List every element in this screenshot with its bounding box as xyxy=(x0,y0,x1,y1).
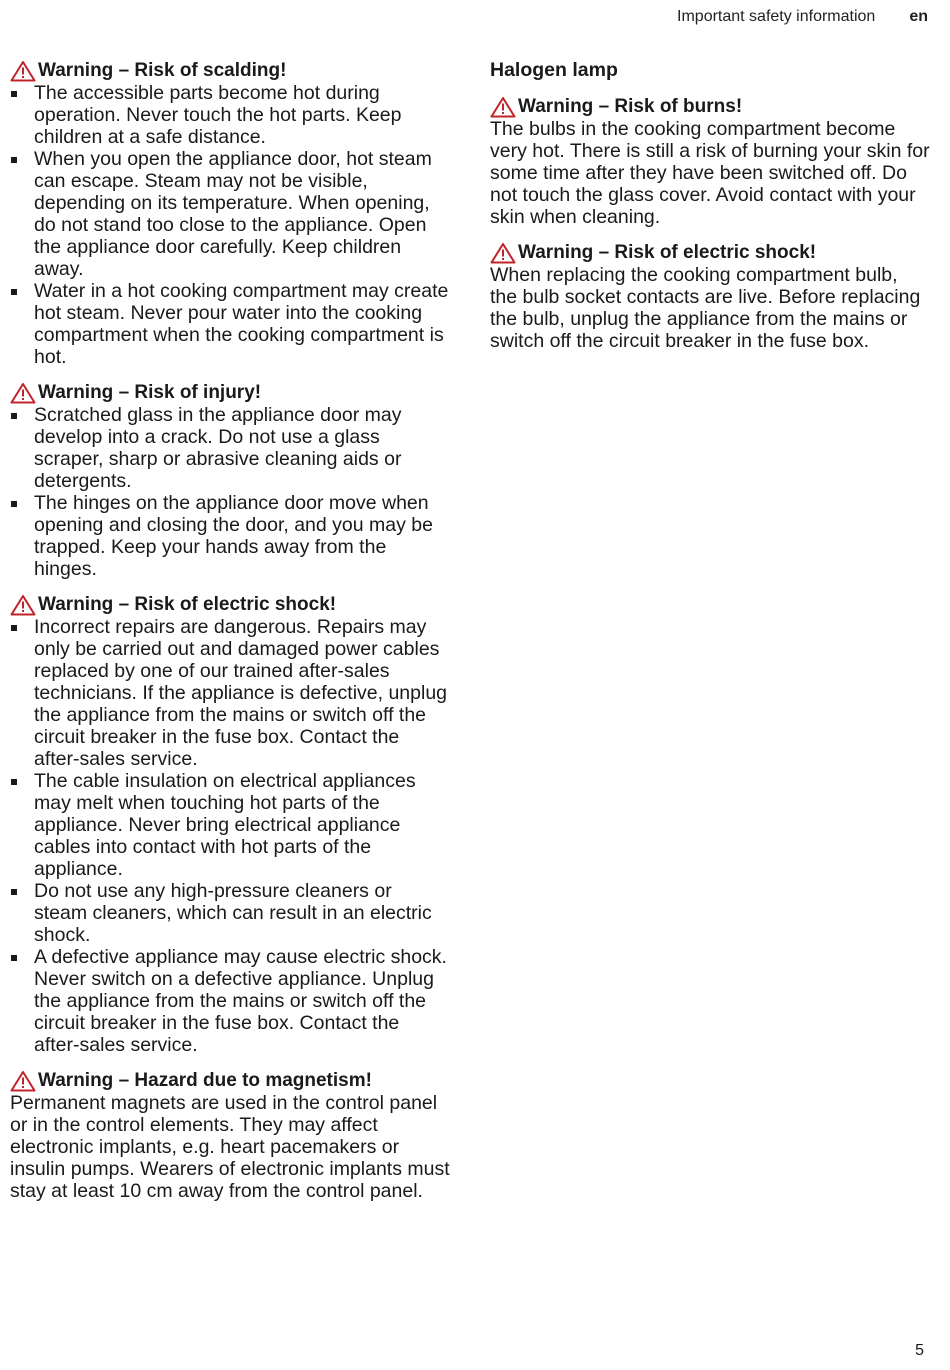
warning-title-text: Warning – Risk of injury! xyxy=(38,382,262,403)
list-item-text: The accessible parts become hot during operation. Never touch the hot parts. Keep children at a safe distance. xyxy=(34,82,402,148)
language-code: en xyxy=(909,8,928,25)
section-heading: Halogen lamp xyxy=(490,59,618,81)
warning-title-text: Warning – Hazard due to magnetism! xyxy=(38,1070,372,1091)
warning-title-text: Warning – Risk of burns! xyxy=(518,96,743,117)
list-item xyxy=(10,148,450,280)
bullet-square-icon xyxy=(11,91,17,97)
bullet-list xyxy=(10,82,450,368)
list-item xyxy=(10,404,450,492)
list-item-text: Incorrect repairs are dangerous. Repairs may only be carried out and damaged power cables replaced by one of our trained after-sales technicians. If the appliance is defective, unplug the appliance from the mains or switch off the circuit breaker in the fuse box. Contact the after-sales service. xyxy=(34,616,448,770)
warning-title xyxy=(10,60,450,82)
warning-triangle-icon xyxy=(10,382,36,404)
warning-electric-shock xyxy=(10,594,450,1056)
bullet-square-icon xyxy=(11,889,17,895)
bullet-square-icon xyxy=(11,289,17,295)
warning-electric-shock-lamp xyxy=(490,242,930,352)
list-item-text: Do not use any high-pressure cleaners or steam cleaners, which can result in an electric shock. xyxy=(34,880,432,946)
list-item-text: A defective appliance may cause electric shock. Never switch on a defective appliance. Unplug the appliance from the mains or switch off the circuit breaker in the fuse box. Contact the after-sales service. xyxy=(34,946,447,1056)
list-item-text: The cable insulation on electrical appliances may melt when touching hot parts of the appliance. Never bring electrical appliance cables into contact with hot parts of the appliance. xyxy=(34,770,416,880)
warning-triangle-icon xyxy=(10,60,36,82)
warning-title xyxy=(10,594,450,616)
page-number: 5 xyxy=(915,1342,924,1359)
list-item-text: When you open the appliance door, hot steam can escape. Steam may not be visible, depending on its temperature. When opening, do not stand too close to the appliance. Open the appliance door carefully. Keep children away. xyxy=(34,148,432,280)
bullet-list xyxy=(10,616,450,1056)
warning-title xyxy=(10,1070,450,1092)
list-item-text: The hinges on the appliance door move when opening and closing the door, and you may be trapped. Keep your hands away from the hinges. xyxy=(34,492,433,580)
warning-title xyxy=(10,382,450,404)
bullet-square-icon xyxy=(11,413,17,419)
warning-burns xyxy=(490,96,930,228)
bullet-square-icon xyxy=(11,955,17,961)
list-item xyxy=(10,616,450,770)
list-item xyxy=(10,880,450,946)
left-column xyxy=(10,58,450,1216)
warning-text: Permanent magnets are used in the control panel or in the control elements. They may affect electronic implants, e.g. heart pacemakers or insulin pumps. Wearers of electronic implants must stay at least 10 cm away from the control panel. xyxy=(10,1092,450,1202)
warning-scalding xyxy=(10,60,450,368)
bullet-square-icon xyxy=(11,625,17,631)
warning-magnetism xyxy=(10,1070,450,1202)
right-column xyxy=(490,58,930,366)
bullet-square-icon xyxy=(11,501,17,507)
list-item xyxy=(10,492,450,580)
list-item xyxy=(10,280,450,368)
warning-triangle-icon xyxy=(490,242,516,264)
warning-title-text: Warning – Risk of electric shock! xyxy=(38,594,337,615)
warning-title-text: Warning – Risk of electric shock! xyxy=(518,242,817,263)
list-item xyxy=(10,770,450,880)
list-item-text: Water in a hot cooking compartment may create hot steam. Never pour water into the cooking compartment when the cooking compartment is hot. xyxy=(34,280,449,368)
bullet-square-icon xyxy=(11,157,17,163)
list-item-text: Scratched glass in the appliance door may develop into a crack. Do not use a glass scraper, sharp or abrasive cleaning aids or detergents. xyxy=(34,404,402,492)
bullet-square-icon xyxy=(11,779,17,785)
warning-title xyxy=(490,242,930,264)
warning-text: When replacing the cooking compartment bulb, the bulb socket contacts are live. Before replacing the bulb, unplug the appliance from the mains or switch off the circuit breaker in the fuse box. xyxy=(490,264,921,352)
warning-title-text: Warning – Risk of scalding! xyxy=(38,60,287,81)
list-item xyxy=(10,82,450,148)
bullet-list xyxy=(10,404,450,580)
warning-triangle-icon xyxy=(10,594,36,616)
section-title: Important safety information xyxy=(677,8,876,25)
page-header xyxy=(677,6,928,28)
warning-title xyxy=(490,96,930,118)
list-item xyxy=(10,946,450,1056)
warning-injury xyxy=(10,382,450,580)
warning-text: The bulbs in the cooking compartment become very hot. There is still a risk of burning your skin for some time after they have been switched off. Do not touch the glass cover. Avoid contact with your skin when cleaning. xyxy=(490,118,930,228)
warning-triangle-icon xyxy=(10,1070,36,1092)
warning-triangle-icon xyxy=(490,96,516,118)
